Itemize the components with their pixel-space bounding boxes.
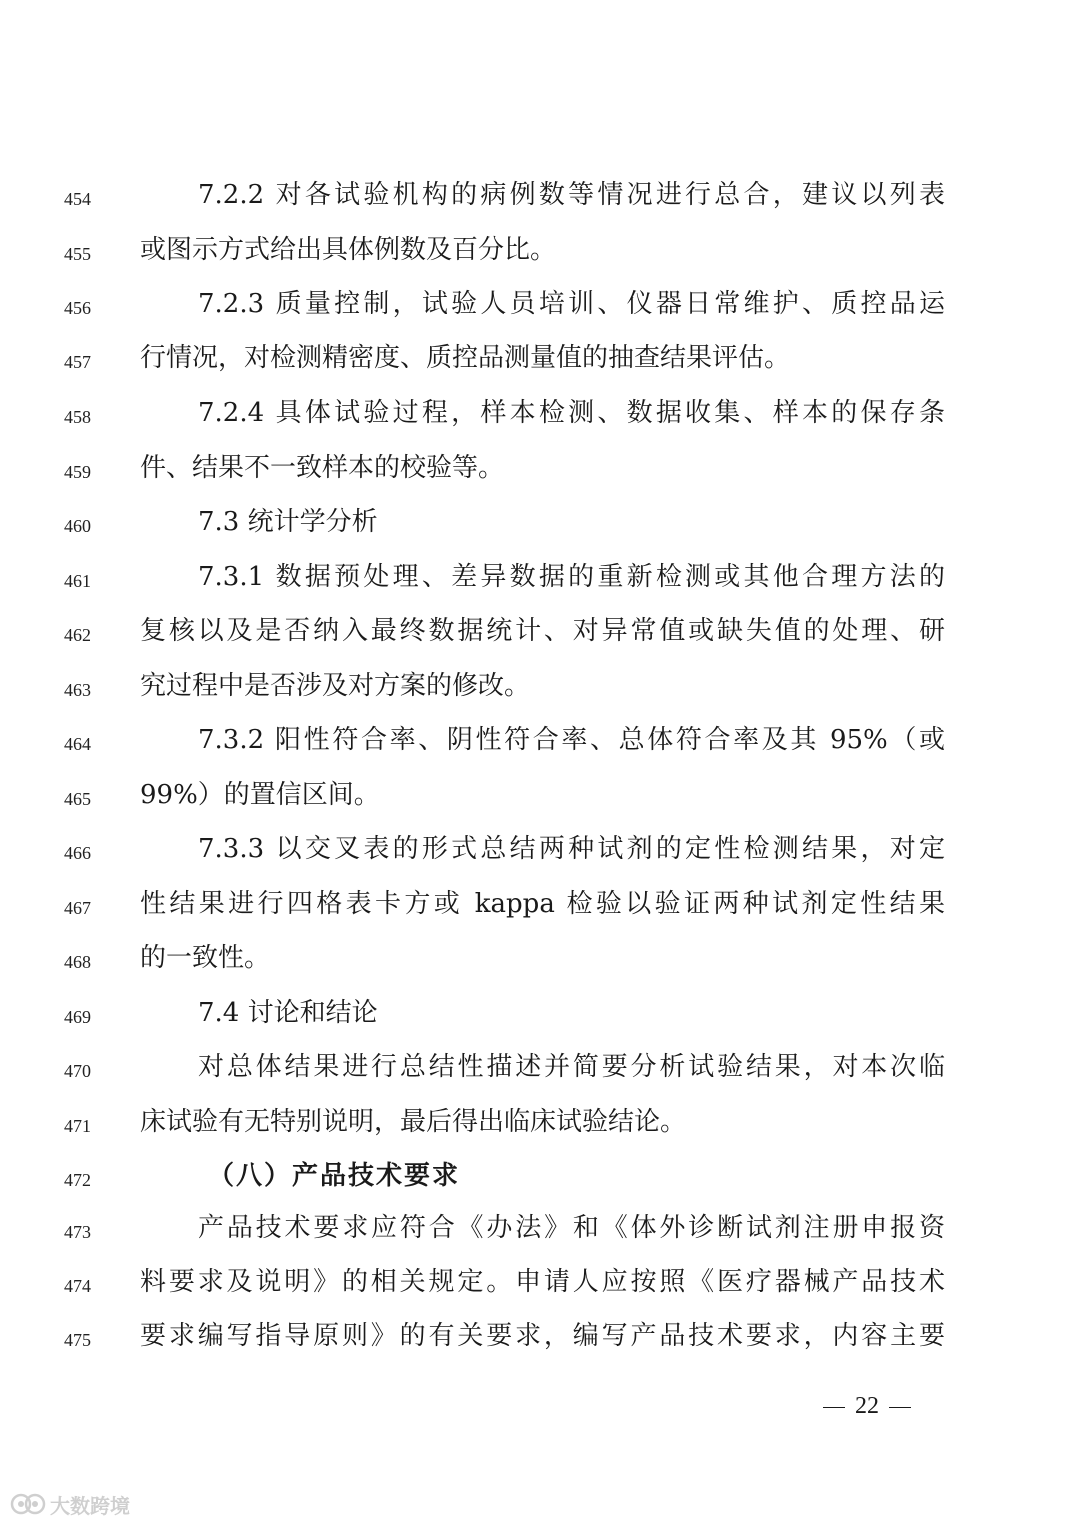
- line-463: [0, 666, 1080, 706]
- line-number: 469: [64, 1007, 91, 1027]
- line-469: [0, 993, 1080, 1033]
- line-number: 460: [64, 516, 91, 536]
- line-number: 465: [64, 789, 91, 809]
- line-text: 性结果进行四格表卡方或 kappa 检验以验证两种试剂定性结果: [140, 889, 945, 919]
- line-457: [0, 338, 1080, 378]
- line-text: 7.2.2 对各试验机构的病例数等情况进行总合，建议以列表: [198, 180, 945, 210]
- line-number: 464: [64, 734, 91, 754]
- line-text: 7.3.1 数据预处理、差异数据的重新检测或其他合理方法的: [198, 562, 945, 592]
- line-number: 458: [64, 407, 91, 427]
- watermark-text: 大数跨境: [50, 1493, 130, 1518]
- line-text: 7.3.3 以交叉表的形式总结两种试剂的定性检测结果，对定: [198, 834, 945, 864]
- watermark-logo-icon: [10, 1492, 46, 1516]
- line-467: [0, 884, 1080, 924]
- line-number: 467: [64, 898, 91, 918]
- line-number: 466: [64, 843, 91, 863]
- line-number: 472: [64, 1170, 91, 1190]
- line-471: [0, 1102, 1080, 1142]
- line-text: 要求编写指导原则》的有关要求，编写产品技术要求，内容主要: [140, 1321, 945, 1351]
- page-number-value: 22: [855, 1393, 879, 1419]
- line-text: 复核以及是否纳入最终数据统计、对异常值或缺失值的处理、研: [140, 616, 945, 646]
- line-number: 461: [64, 571, 91, 591]
- line-number: 474: [64, 1276, 91, 1296]
- line-text: 件、结果不一致样本的校验等。: [140, 453, 505, 483]
- line-number: 463: [64, 680, 91, 700]
- line-text: 7.3.2 阳性符合率、阴性符合率、总体符合率及其 95%（或: [198, 725, 945, 755]
- line-number: 473: [64, 1222, 91, 1242]
- line-472: [0, 1156, 1080, 1196]
- line-text: 7.2.3 质量控制，试验人员培训、仪器日常维护、质控品运: [198, 289, 945, 319]
- line-465: [0, 775, 1080, 815]
- line-number: 471: [64, 1116, 91, 1136]
- line-464: [0, 720, 1080, 760]
- line-text: 7.2.4 具体试验过程，样本检测、数据收集、样本的保存条: [198, 398, 945, 428]
- line-466: [0, 829, 1080, 869]
- line-text: 的一致性。: [140, 943, 271, 973]
- section-heading: 7.4 讨论和结论: [198, 998, 378, 1028]
- line-text: 床试验有无特别说明，最后得出临床试验结论。: [140, 1107, 687, 1137]
- line-number: 454: [64, 189, 91, 209]
- line-460: [0, 502, 1080, 542]
- page-number: [812, 1390, 922, 1422]
- watermark: [10, 1490, 130, 1518]
- line-454: [0, 175, 1080, 215]
- line-458: [0, 393, 1080, 433]
- line-459: [0, 448, 1080, 488]
- line-468: [0, 938, 1080, 978]
- line-470: [0, 1047, 1080, 1087]
- line-474: [0, 1262, 1080, 1302]
- line-number: 462: [64, 625, 91, 645]
- chapter-heading: （八）产品技术要求: [208, 1161, 461, 1191]
- line-number: 470: [64, 1061, 91, 1081]
- line-number: 475: [64, 1330, 91, 1350]
- line-text: 或图示方式给出具体例数及百分比。: [140, 235, 557, 265]
- page-number-dash-left: [823, 1407, 845, 1408]
- line-number: 456: [64, 298, 91, 318]
- line-455: [0, 230, 1080, 270]
- line-number: 459: [64, 462, 91, 482]
- line-text: 99%）的置信区间。: [140, 780, 380, 810]
- line-number: 455: [64, 244, 91, 264]
- line-text: 产品技术要求应符合《办法》和《体外诊断试剂注册申报资: [198, 1213, 945, 1243]
- line-text: 行情况，对检测精密度、质控品测量值的抽查结果评估。: [140, 343, 791, 373]
- line-461: [0, 557, 1080, 597]
- line-number: 468: [64, 952, 91, 972]
- line-475: [0, 1316, 1080, 1356]
- line-text: 究过程中是否涉及对方案的修改。: [140, 671, 531, 701]
- line-text: 对总体结果进行总结性描述并简要分析试验结果，对本次临: [198, 1052, 945, 1082]
- page-number-dash-right: [889, 1407, 911, 1408]
- line-456: [0, 284, 1080, 324]
- line-number: 457: [64, 352, 91, 372]
- line-473: [0, 1208, 1080, 1248]
- line-462: [0, 611, 1080, 651]
- section-heading: 7.3 统计学分析: [198, 507, 378, 537]
- line-text: 料要求及说明》的相关规定。申请人应按照《医疗器械产品技术: [140, 1267, 945, 1297]
